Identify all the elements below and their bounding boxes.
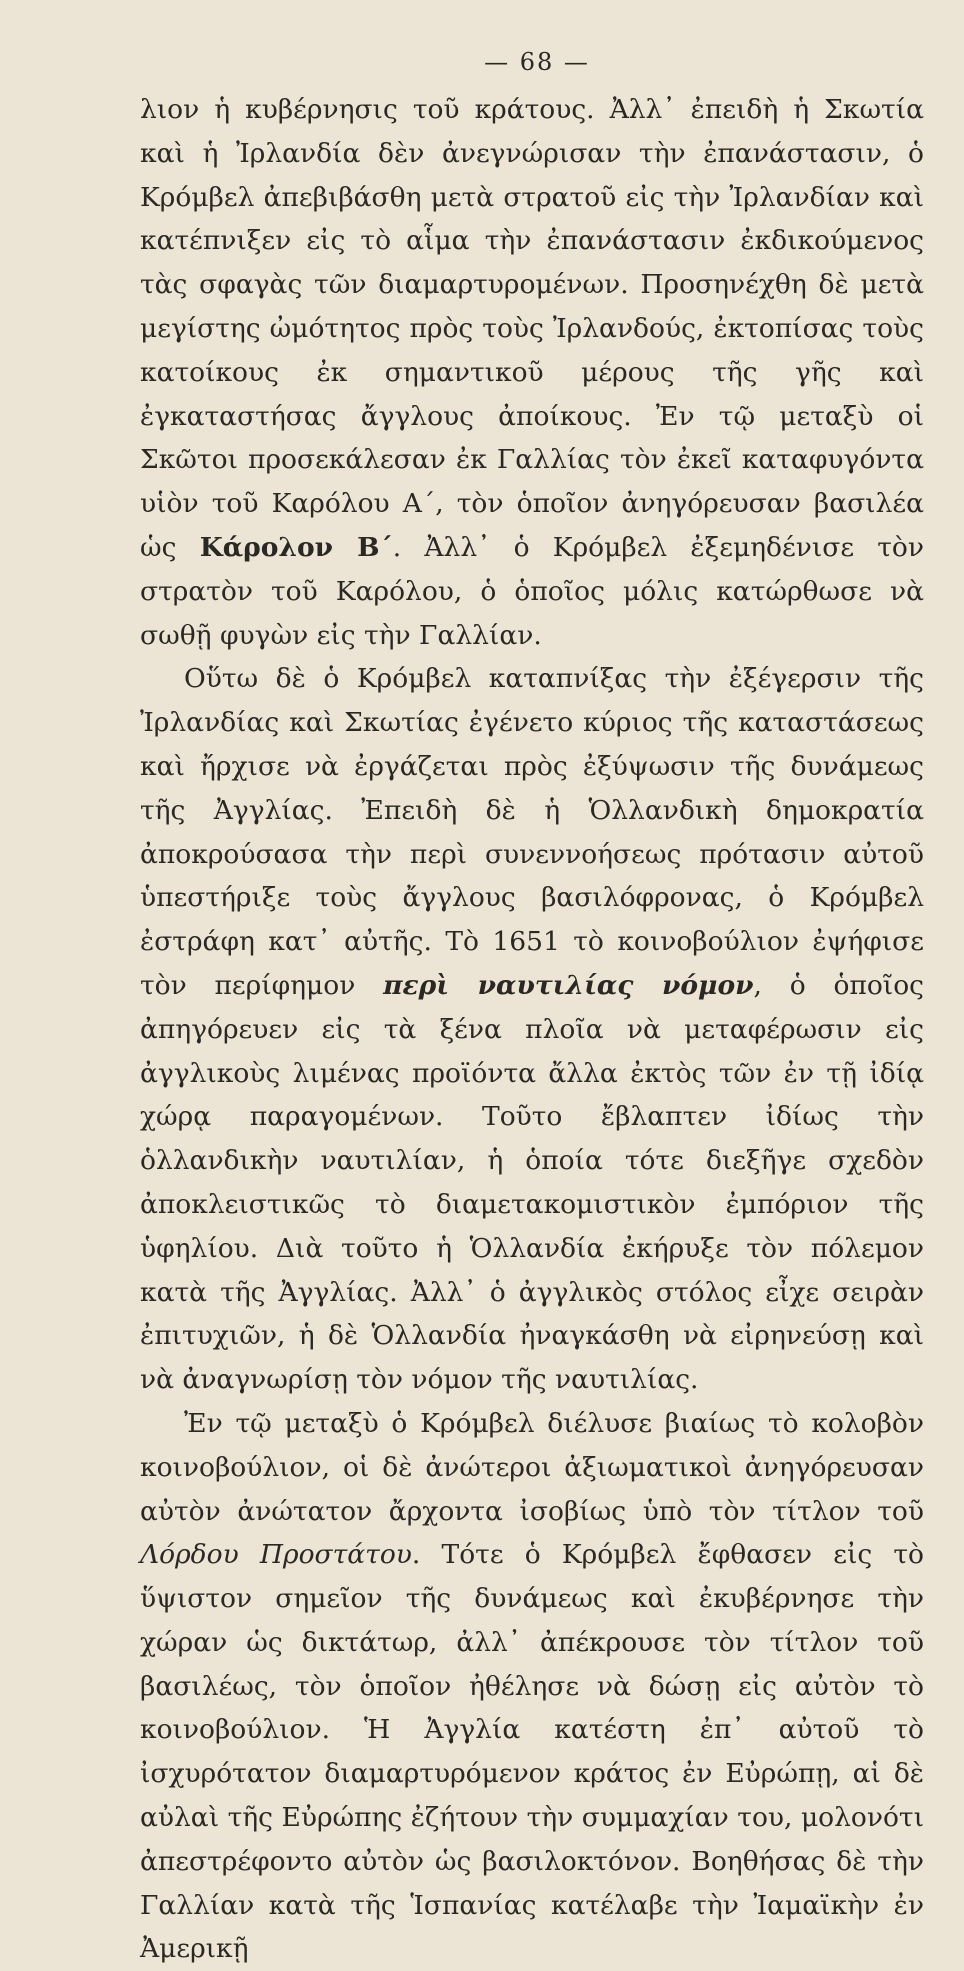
paragraph-1-text-2: . Ἀλλ᾽ ὁ Κρόμβελ ἐξεμηδένισε τὸν στρατὸν τοῦ Καρόλου, ὁ ὁποῖος μόλις κατώρθωσε νὰ σωθῇ φυγὼν εἰς τὴν Γαλλίαν. [140,531,924,651]
paragraph-3-italic-title: Λόρδου Προστάτου [140,1539,412,1571]
paragraph-3-text-1: Ἐν τῷ μεταξὺ ὁ Κρόμβελ διέλυσε βιαίως τὸ κολοβὸν κοινοβούλιον, οἱ δὲ ἀνώτεροι ἀξιωματικοὶ ἀνηγόρευσαν αὐτὸν ἀνώτατον ἄρχοντα ἰσοβίως ὑπὸ τὸν τίτλον τοῦ [140,1407,924,1527]
paragraph-3 [140,1402,924,1971]
paragraph-2-text-2: , ὁ ὁποῖος ἀπηγόρευεν εἰς τὰ ξένα πλοῖα νὰ μεταφέρωσιν εἰς ἀγγλικοὺς λιμένας προϊόντα ἄλλα ἐκτὸς τῶν ἐν τῇ ἰδίᾳ χώρᾳ παραγομένων. Τοῦτο ἔβλαπτεν ἰδίως τὴν ὁλλανδικὴν ναυτιλίαν, ἡ ὁποία τότε διεξῆγε σχεδὸν ἀποκλειστικῶς τὸ διαμετακομιστικὸν ἐμπόριον τῆς ὑφηλίου. Διὰ τοῦτο ἡ Ὁλλανδία ἐκήρυξε τὸν πόλεμον κατὰ τῆς Ἀγγλίας. Ἀλλ᾽ ὁ ἀγγλικὸς στόλος εἶχε σειρὰν ἐπιτυχιῶν, ἡ δὲ Ὁλλανδία ἠναγκάσθη νὰ εἰρηνεύσῃ καὶ νὰ ἀναγνωρίσῃ τὸν νόμον τῆς ναυτιλίας. [140,969,924,1396]
page-number: — 68 — [484,48,590,76]
paragraph-2-text-1: Οὕτω δὲ ὁ Κρόμβελ καταπνίξας τὴν ἐξέγερσιν τῆς Ἰρλανδίας καὶ Σκωτίας ἐγένετο κύριος τῆς καταστάσεως καὶ ἤρχισε νὰ ἐργάζεται πρὸς ἐξύψωσιν τῆς δυνάμεως τῆς Ἀγγλίας. Ἐπειδὴ δὲ ἡ Ὁλλανδικὴ δημοκρατία ἀποκρούσασα τὴν περὶ συνεννοήσεως πρότασιν αὐτοῦ ὑπεστήριξε τοὺς ἄγγλους βασιλόφρονας, ὁ Κρόμβελ ἐστράφη κατ᾽ αὐτῆς. Τὸ 1651 τὸ κοινοβούλιον ἐψήφισε τὸν περίφημον [140,663,924,1001]
paragraph-3-text-2: . Τότε ὁ Κρόμβελ ἔφθασεν εἰς τὸ ὕψιστον σημεῖον τῆς δυνάμεως καὶ ἐκυβέρνησε τὴν χώραν ὡς δικτάτωρ, ἀλλ᾽ ἀπέκρουσε τὸν τίτλον τοῦ βασιλέως, τὸν ὁποῖον ἠθέλησε νὰ δώσῃ εἰς αὐτὸν τὸ κοινοβούλιον. Ἡ Ἀγγλία κατέστη ἐπ᾽ αὐτοῦ τὸ ἰσχυρότατον διαμαρτυρόμενον κράτος ἐν Εὐρώπῃ, αἱ δὲ αὐλαὶ τῆς Εὐρώπης ἐζήτουν τὴν συμμαχίαν του, μολονότι ἀπεστρέφοντο αὐτὸν ὡς βασιλοκτόνον. Βοηθήσας δὲ τὴν Γαλλίαν κατὰ τῆς Ἱσπανίας κατέλαβε τὴν Ἰαμαϊκὴν ἐν Ἀμερικῇ [140,1539,924,1965]
paragraph-1-text-1: λιον ἡ κυβέρνησις τοῦ κράτους. Ἀλλ᾽ ἐπειδὴ ἡ Σκωτία καὶ ἡ Ἰρλανδία δὲν ἀνεγνώρισαν τὴν ἐπανάστασιν, ὁ Κρόμβελ ἀπεβιβάσθη μετὰ στρατοῦ εἰς τὴν Ἰρλανδίαν καὶ κατέπνιξεν εἰς τὸ αἷμα τὴν ἐπανάστασιν ἐκδικούμενος τὰς σφαγὰς τῶν διαμαρτυρομένων. Προσηνέχθη δὲ μετὰ μεγίστης ὠμότητος πρὸς τοὺς Ἰρλανδούς, ἐκτοπίσας τοὺς κατοίκους ἐκ σημαντικοῦ μέρους τῆς γῆς καὶ ἐγκαταστήσας ἄγγλους ἀποίκους. Ἐν τῷ μεταξὺ οἱ Σκῶτοι προσεκάλεσαν ἐκ Γαλλίας τὸν ἐκεῖ καταφυγόντα υἱὸν τοῦ Καρόλου Α΄, τὸν ὁποῖον ἀνηγόρευσαν βασιλέα ὡς [140,94,924,563]
paragraph-1-bold-name: Κάρολον Β΄ [199,531,393,563]
paragraph-1 [140,88,924,657]
paragraph-2-emphasis: περὶ ναυτιλίας νόμον [383,969,754,1001]
paragraph-2 [140,657,924,1402]
